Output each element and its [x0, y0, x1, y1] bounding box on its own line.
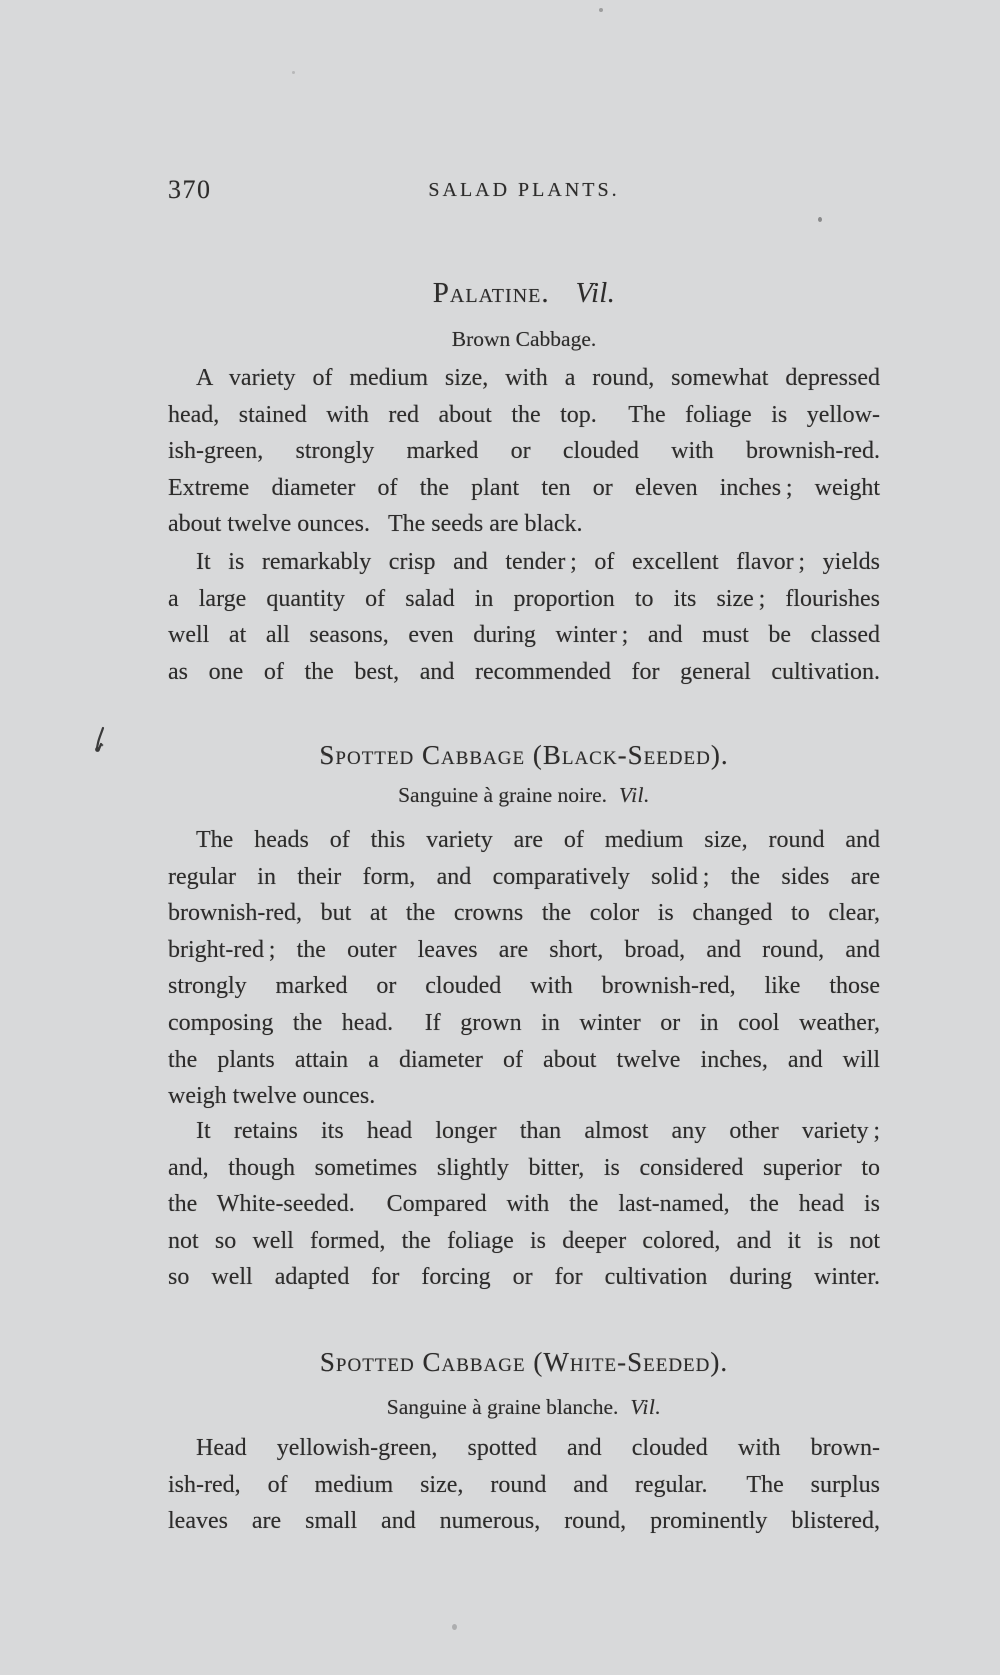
running-header-title: SALAD PLANTS.	[428, 179, 620, 201]
running-head	[168, 175, 880, 211]
text-line: strongly marked or clouded with brownish-red, like those	[168, 973, 880, 1000]
subheading-authority: Vil.	[619, 783, 650, 807]
scan-speck-icon	[322, 753, 325, 756]
scan-speck-icon	[818, 217, 822, 222]
text-line: ish-red, of medium size, round and regular. The surplus	[168, 1471, 880, 1498]
heading-text: Spotted Cabbage (Black-Seeded).	[319, 740, 729, 770]
subheading-text: Sanguine à graine blanche.	[386, 1395, 619, 1419]
text-line: well at all seasons, even during winter ; and must be classed	[168, 622, 880, 649]
text-line: Extreme diameter of the plant ten or eleven inches ; weight	[168, 474, 880, 501]
subheading-brown-cabbage	[168, 324, 880, 354]
heading-text: Palatine.	[432, 277, 550, 309]
text-line: composing the head. If grown in winter or in cool weather,	[168, 1009, 880, 1036]
text-line: It is remarkably crisp and tender ; of excellent flavor ; yields	[196, 549, 880, 575]
scan-speck-icon	[452, 1624, 457, 1630]
section-heading-palatine	[168, 276, 880, 311]
margin-ink-mark-icon	[90, 726, 110, 756]
heading-authority: Vil.	[575, 278, 616, 309]
text-line: weigh twelve ounces.	[168, 1083, 376, 1110]
paragraph	[168, 1113, 880, 1296]
paragraph	[168, 822, 880, 1115]
paragraph	[168, 360, 880, 543]
text-line: as one of the best, and recommended for general cultivation.	[168, 658, 880, 685]
subheading-sanguine-blanche	[168, 1392, 880, 1422]
page-number: 370	[168, 175, 212, 204]
text-line: head, stained with red about the top. The foliage is yellow-	[168, 401, 880, 428]
text-line: so well adapted for forcing or for cultivation during winter.	[168, 1264, 880, 1291]
text-line: and, though sometimes slightly bitter, is considered superior to	[168, 1154, 880, 1181]
scan-speck-icon	[599, 8, 603, 12]
text-line: bright-red ; the outer leaves are short, broad, and round, and	[168, 936, 880, 963]
text-line: brownish-red, but at the crowns the color is changed to clear,	[168, 900, 880, 927]
subheading-authority: Vil.	[630, 1395, 662, 1419]
text-line: about twelve ounces. The seeds are black.	[168, 511, 583, 538]
section-heading-spotted-black	[168, 738, 880, 772]
section-heading-spotted-white	[168, 1345, 880, 1379]
text-line: not so well formed, the foliage is deeper colored, and it is not	[168, 1227, 880, 1254]
text-line: The heads of this variety are of medium size, round and	[196, 827, 880, 853]
text-line: Head yellowish-green, spotted and clouded with brown-	[196, 1435, 880, 1461]
text-line: leaves are small and numerous, round, prominently blistered,	[168, 1508, 880, 1535]
text-line: A variety of medium size, with a round, somewhat depressed	[196, 365, 880, 391]
subheading-text: Sanguine à graine noire.	[398, 783, 608, 807]
text-line: It retains its head longer than almost any other variety ;	[196, 1118, 880, 1144]
text-line: regular in their form, and comparatively solid ; the sides are	[168, 863, 880, 890]
paragraph	[168, 1430, 880, 1540]
text-line: ish-green, strongly marked or clouded with brownish-red.	[168, 438, 880, 465]
heading-text: Spotted Cabbage (White-Seeded).	[319, 1347, 729, 1377]
subheading-text: Brown Cabbage.	[451, 327, 597, 351]
subheading-sanguine-noire	[168, 780, 880, 810]
scan-speck-icon	[292, 71, 295, 74]
text-line: the White-seeded. Compared with the last-named, the head is	[168, 1191, 880, 1218]
paragraph	[168, 544, 880, 690]
text-line: a large quantity of salad in proportion to its size ; flourishes	[168, 585, 880, 612]
text-line: the plants attain a diameter of about twelve inches, and will	[168, 1046, 880, 1073]
